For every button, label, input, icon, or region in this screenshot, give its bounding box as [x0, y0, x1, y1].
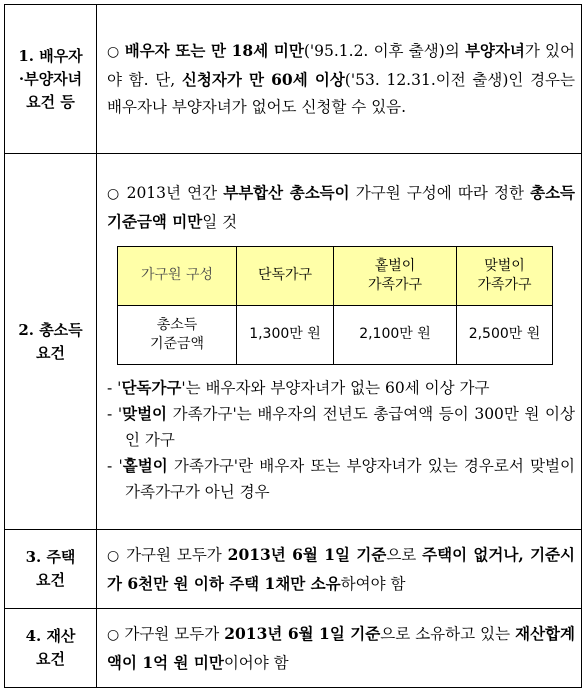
income-table-value-cell	[334, 305, 457, 364]
income-table-header-cell	[457, 246, 553, 305]
text-bold: 맞벌이	[122, 403, 168, 423]
text-bold: 만 18세 미만	[210, 41, 304, 60]
text: 가족가구'란 배우자 또는 부양자녀가 있는 경우로서 맞벌이 가족가구가 아닌 경우	[125, 456, 575, 501]
text: ('95.1.2. 이후 출생)의	[303, 42, 465, 60]
text-bold: 홑벌이	[122, 455, 168, 475]
income-threshold-table	[117, 246, 553, 365]
text: 하여야 함	[340, 574, 406, 593]
text-bold: 2013년 6월 1일 기준	[227, 544, 387, 564]
text: 일 것	[202, 212, 238, 231]
row-content-income	[97, 154, 582, 530]
text-bold: 총소득기준금액 미만	[107, 182, 575, 231]
text-bold: 부부합산 총소득이	[223, 182, 350, 202]
requirement-row-income	[5, 154, 582, 530]
requirements-table	[4, 4, 582, 688]
text: 가족가구'는 배우자의 전년도 총급여액 등이 300만 원 이상인 가구	[125, 404, 575, 449]
text: ('53. 12.31.이전 출생)인 경우는 배우자나 부양자녀가 없어도 신청할 수 있음.	[107, 71, 576, 116]
row-label-assets	[5, 609, 97, 688]
note-item	[107, 401, 575, 453]
text: '는 배우자와 부양자녀가 없는 60세 이상 가구	[181, 378, 490, 397]
text-bold: 단독가구	[121, 377, 182, 397]
circle-bullet-icon: ○	[107, 626, 120, 643]
text: 으로	[386, 545, 423, 564]
text-bold: 신청자가 만 60세 이상	[181, 70, 345, 89]
income-table-value-cell	[237, 305, 334, 364]
row-label-line: 4. 재산	[25, 627, 76, 645]
requirement-paragraph	[107, 541, 575, 598]
circle-bullet-icon: ○	[107, 44, 120, 60]
row-label-income	[5, 154, 97, 530]
text: 2013년 연간	[126, 183, 224, 202]
text-bold: 부양자녀	[464, 41, 525, 60]
requirement-row-housing	[5, 530, 582, 609]
row-label-housing	[5, 530, 97, 609]
row-content-housing	[97, 530, 582, 609]
row-label-spouse-dependents	[5, 5, 97, 154]
row-label-line: ·부양자녀	[18, 69, 83, 88]
income-table-row-label	[118, 305, 237, 364]
note-item	[107, 375, 575, 401]
text: - '	[107, 378, 122, 397]
income-table-header-cell	[237, 246, 334, 305]
header-text: 맞벌이 가족가구	[477, 257, 532, 293]
requirement-paragraph	[107, 179, 575, 236]
header-text: 홑벌이 가족가구	[367, 257, 423, 293]
text-bold: 배우자 또는	[124, 41, 211, 60]
text: 가구원 모두가	[124, 624, 225, 643]
income-notes	[107, 375, 575, 505]
income-table-value-cell	[457, 305, 553, 364]
text: 가 있어야 함. 단,	[107, 42, 575, 89]
header-text: 단독가구	[257, 267, 313, 283]
row-label-text: 총소득 기준금액	[149, 316, 205, 352]
income-table-value-row	[118, 305, 553, 364]
text: - '	[107, 456, 123, 475]
value-text: 2,500만 원	[468, 326, 541, 342]
circle-bullet-icon: ○	[107, 185, 121, 202]
row-label-line: 3. 주택	[25, 548, 76, 566]
income-table-header-row	[118, 246, 553, 305]
circle-bullet-icon: ○	[107, 547, 121, 564]
income-table-header-cell	[334, 246, 457, 305]
text: 이어야 함	[223, 653, 289, 672]
text-bold: 재산합계액이 1억 원 미만	[107, 623, 575, 672]
row-content-spouse-dependents	[97, 5, 582, 154]
requirement-row-spouse-dependents	[5, 5, 582, 154]
row-label-line: 요건	[36, 343, 65, 362]
note-item	[107, 453, 575, 505]
row-label-line: 요건	[36, 650, 65, 668]
text-bold: 주택이 없거나, 기준시가 6천만 원 이하 주택 1채만 소유	[107, 544, 575, 593]
value-text: 1,300만 원	[249, 326, 321, 342]
requirement-paragraph	[107, 620, 575, 677]
requirement-paragraph	[107, 37, 575, 121]
row-label-line: 2. 총소득	[18, 320, 83, 339]
row-label-line: 요건 등	[26, 92, 75, 111]
row-content-assets	[97, 609, 582, 688]
income-table-header-cell	[118, 246, 237, 305]
header-text: 가구원 구성	[140, 267, 214, 283]
row-label-line: 1. 배우자	[18, 46, 83, 65]
text: 으로 소유하고 있는	[380, 624, 516, 643]
requirement-row-assets	[5, 609, 582, 688]
text: 가구원 모두가	[126, 545, 228, 564]
value-text: 2,100만 원	[359, 326, 431, 342]
row-label-line: 요건	[36, 571, 65, 589]
text: 가구원 구성에 따라 정한	[349, 183, 531, 202]
text: - '	[107, 404, 123, 423]
text-bold: 2013년 6월 1일 기준	[224, 623, 381, 643]
